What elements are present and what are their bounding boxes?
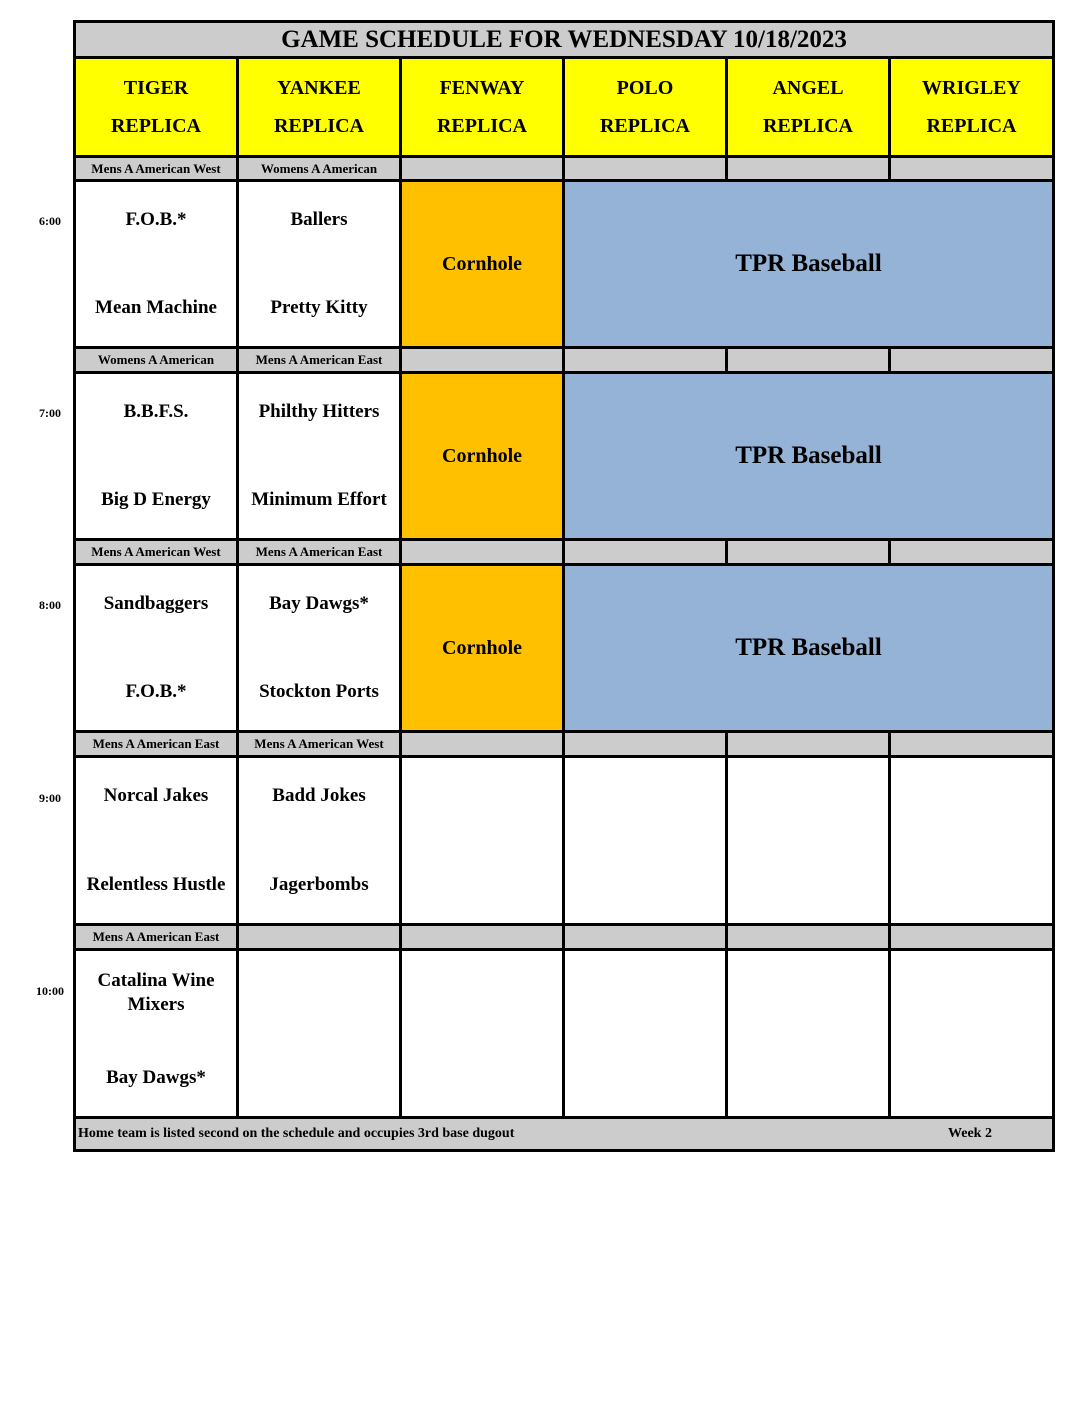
field-header-yankee (239, 59, 399, 155)
footer-bar (76, 1119, 1052, 1149)
away-team: Badd Jokes (272, 785, 366, 806)
time-label: 8:00 (39, 598, 61, 612)
empty-cell (891, 758, 1052, 923)
division-label: Mens A American West (76, 158, 236, 179)
division-label-empty (728, 733, 888, 755)
division-label-empty (565, 349, 725, 371)
field-sub: REPLICA (110, 115, 201, 137)
field-header-fenway (402, 59, 562, 155)
empty-cell (402, 951, 562, 1116)
home-team: F.O.B.* (125, 681, 187, 702)
home-team: Mean Machine (95, 297, 217, 318)
field-name: ANGEL (772, 77, 844, 99)
game-cell (76, 182, 236, 346)
week-label: Week 2 (948, 1126, 992, 1141)
game-cell (239, 182, 399, 346)
division-label-empty (402, 158, 562, 179)
game-cell (76, 758, 236, 923)
field-name: YANKEE (277, 77, 361, 99)
division-label-empty (402, 926, 562, 948)
field-header-angel (728, 59, 888, 155)
division-label-empty (728, 349, 888, 371)
division-label: Mens A American East (239, 349, 399, 371)
division-label-empty (402, 541, 562, 563)
away-team: Sandbaggers (103, 593, 209, 614)
away-team: Ballers (290, 209, 348, 230)
cornhole-block: Cornhole (402, 374, 562, 538)
division-label-empty (565, 541, 725, 563)
empty-cell (728, 758, 888, 923)
field-sub: REPLICA (762, 115, 853, 137)
division-label: Mens A American East (239, 541, 399, 563)
field-name: WRIGLEY (922, 77, 1021, 99)
field-name: TIGER (123, 77, 189, 99)
division-label-empty (891, 541, 1052, 563)
division-label-empty (891, 733, 1052, 755)
tpr-baseball-block: TPR Baseball (565, 566, 1052, 730)
home-team: Minimum Effort (251, 489, 387, 510)
division-label-empty (728, 541, 888, 563)
away-team: Norcal Jakes (103, 785, 209, 806)
game-cell (76, 566, 236, 730)
empty-cell (891, 951, 1052, 1116)
field-name: FENWAY (439, 77, 525, 99)
time-label: 9:00 (39, 791, 61, 805)
division-label-empty (891, 349, 1052, 371)
tpr-baseball-block: TPR Baseball (565, 182, 1052, 346)
division-label: Mens A American West (239, 733, 399, 755)
home-team: Big D Energy (101, 489, 211, 510)
game-cell (239, 374, 399, 538)
time-label: 7:00 (39, 406, 61, 420)
empty-cell (565, 951, 725, 1116)
away-team: Catalina Wine Mixers (97, 970, 215, 1015)
division-label-empty (565, 733, 725, 755)
division-label-empty (565, 926, 725, 948)
empty-cell (728, 951, 888, 1116)
division-label-empty (239, 926, 399, 948)
division-label: Mens A American East (76, 733, 236, 755)
game-cell (76, 951, 236, 1116)
division-label-empty (402, 349, 562, 371)
schedule-sheet (73, 20, 1055, 1152)
away-team: B.B.F.S. (123, 401, 189, 422)
empty-cell (239, 951, 399, 1116)
time-label: 6:00 (39, 214, 61, 228)
field-header-wrigley (891, 59, 1052, 155)
away-team: Philthy Hitters (258, 401, 380, 422)
home-team: Jagerbombs (269, 874, 369, 895)
division-label-empty (402, 733, 562, 755)
home-team: Pretty Kitty (270, 297, 368, 318)
division-label-empty (891, 926, 1052, 948)
cornhole-block: Cornhole (402, 182, 562, 346)
field-header-polo (565, 59, 725, 155)
division-label-empty (891, 158, 1052, 179)
field-name: POLO (616, 77, 674, 99)
division-label-empty (728, 158, 888, 179)
page-title: GAME SCHEDULE FOR WEDNESDAY 10/18/2023 (76, 23, 1052, 56)
game-cell (239, 758, 399, 923)
game-cell (76, 374, 236, 538)
division-label: Womens A American (76, 349, 236, 371)
division-label: Mens A American East (76, 926, 236, 948)
footer-note: Home team is listed second on the schedule and occupies 3rd base dugout (78, 1126, 515, 1141)
away-team: Bay Dawgs* (269, 593, 369, 614)
time-label: 10:00 (36, 984, 64, 998)
cornhole-block: Cornhole (402, 566, 562, 730)
field-sub: REPLICA (599, 115, 690, 137)
division-label: Mens A American West (76, 541, 236, 563)
division-label-empty (565, 158, 725, 179)
home-team: Relentless Hustle (86, 874, 226, 895)
empty-cell (402, 758, 562, 923)
field-header-tiger (76, 59, 236, 155)
game-cell (239, 566, 399, 730)
tpr-baseball-block: TPR Baseball (565, 374, 1052, 538)
home-team: Stockton Ports (259, 681, 379, 702)
empty-cell (565, 758, 725, 923)
field-sub: REPLICA (436, 115, 527, 137)
field-sub: REPLICA (926, 115, 1017, 137)
division-label-empty (728, 926, 888, 948)
division-label: Womens A American (239, 158, 399, 179)
home-team: Bay Dawgs* (106, 1067, 206, 1088)
field-sub: REPLICA (273, 115, 364, 137)
away-team: F.O.B.* (125, 209, 187, 230)
